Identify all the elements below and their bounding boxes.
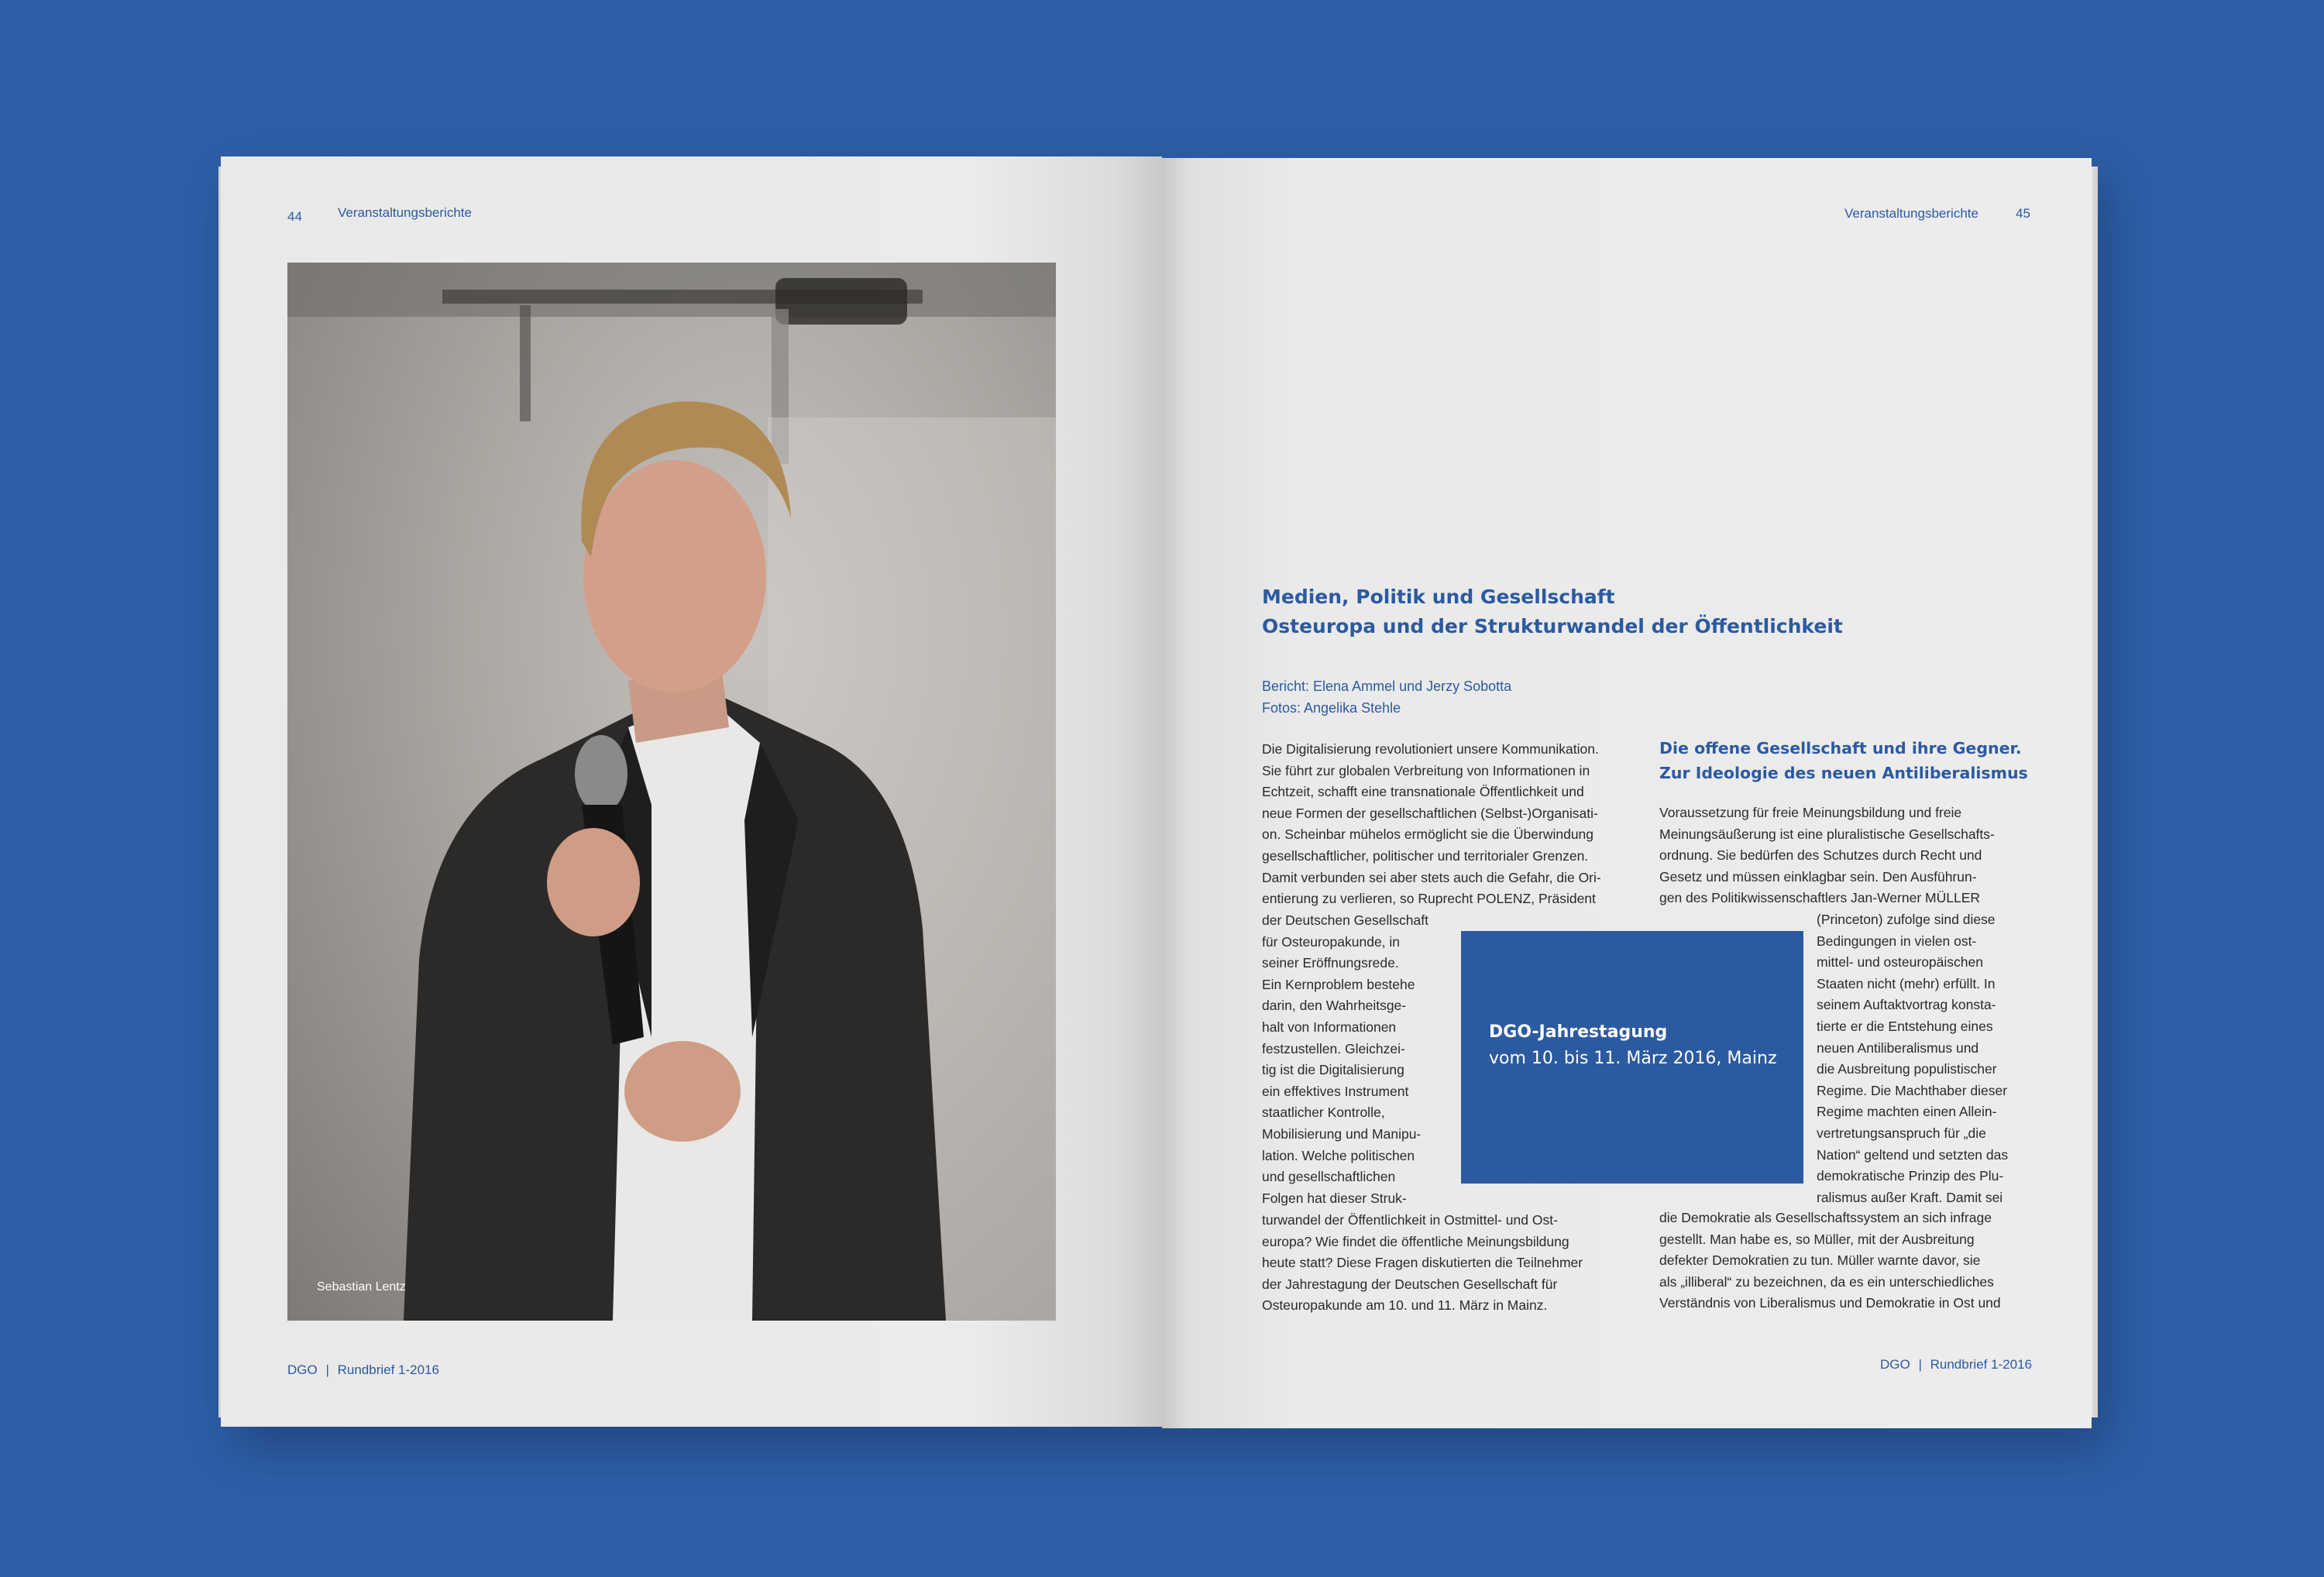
left-footer-issue: Rundbrief 1-2016 <box>337 1362 439 1377</box>
text-line: Osteuropakunde am 10. und 11. März in Mainz. <box>1262 1297 1548 1314</box>
column2-narrow <box>1817 909 2008 1208</box>
right-footer-separator: | <box>1918 1357 1922 1372</box>
text-line: gesellschaftlicher, politischer und territorialer Grenzen. <box>1262 847 1589 864</box>
text-line: Regime machten einen Allein- <box>1817 1104 1997 1120</box>
text-line: die Demokratie als Gesellschaftssystem an sich infrage <box>1659 1210 1992 1225</box>
event-date: vom 10. bis 11. März 2016, Mainz <box>1489 1049 1777 1068</box>
left-section-header: Veranstaltungsberichte <box>338 205 472 220</box>
text-line: Echtzeit, schafft eine transnationale Öffentlichkeit und <box>1262 784 1584 800</box>
text-line: on. Scheinbar mühelos ermöglicht sie die Überwindung <box>1262 826 1594 843</box>
speaker-illustration <box>287 263 1056 1321</box>
text-line: für Osteuropakunde, in <box>1262 933 1401 950</box>
text-line: vertretungsanspruch für „die <box>1817 1125 1986 1141</box>
text-line: der Deutschen Gesellschaft <box>1262 912 1428 928</box>
text-line: tig ist die Digitalisierung <box>1262 1062 1404 1078</box>
text-line: gen des Politikwissenschaftlers Jan-Werner MÜLLER <box>1659 890 1981 906</box>
right-footer-org: DGO <box>1880 1357 1910 1372</box>
speaker-photo <box>287 263 1056 1321</box>
article-byline <box>1262 675 1511 719</box>
column2-top <box>1659 802 1995 909</box>
text-line: tierte er die Entstehung eines <box>1817 1018 1993 1034</box>
section-subhead <box>1659 736 2028 785</box>
left-page-number: 44 <box>287 209 302 224</box>
text-line: neuen Antiliberalismus und <box>1817 1039 1979 1056</box>
text-line: Ein Kernproblem bestehe <box>1262 976 1415 992</box>
event-info-text <box>1489 1019 1777 1072</box>
right-section-header: Veranstaltungsberichte <box>1844 206 1978 221</box>
text-line: Verständnis von Liberalismus und Demokratie in Ost und <box>1659 1295 2001 1311</box>
text-line: gestellt. Man habe es, so Müller, mit der Ausbreitung <box>1659 1231 1975 1247</box>
text-line: seiner Eröffnungsrede. <box>1262 955 1399 971</box>
text-line: die Ausbreitung populistischer <box>1817 1061 1997 1077</box>
byline-photos: Fotos: Angelika Stehle <box>1262 700 1401 716</box>
column2-bottom <box>1659 1208 2001 1314</box>
text-line: Sie führt zur globalen Verbreitung von Informationen in <box>1262 762 1590 778</box>
text-line: Staaten nicht (mehr) erfüllt. In <box>1817 975 1996 991</box>
text-line: Damit verbunden sei aber stets auch die Gefahr, die Ori- <box>1262 869 1601 885</box>
text-line: ein effektives Instrument <box>1262 1083 1409 1099</box>
text-line: Voraussetzung für freie Meinungsbildung und freie <box>1659 805 1962 820</box>
text-line: heute statt? Diese Fragen diskutierten die Teilnehmer <box>1262 1255 1583 1271</box>
text-line: und gesellschaftlichen <box>1262 1169 1396 1185</box>
event-title: DGO-Jahrestagung <box>1489 1022 1668 1042</box>
byline-report: Bericht: Elena Ammel und Jerzy Sobotta <box>1262 679 1512 694</box>
text-line: als „illiberal“ zu bezeichnen, da es ein unterschiedliches <box>1659 1273 1994 1290</box>
column1-bottom <box>1262 1210 1583 1317</box>
article-title <box>1262 582 1843 641</box>
text-line: Folgen hat dieser Struk- <box>1262 1190 1407 1206</box>
article-title-line1: Medien, Politik und Gesellschaft <box>1262 586 1615 608</box>
text-line: defekter Demokratien zu tun. Müller warnte davor, sie <box>1659 1252 1981 1269</box>
text-line: Mobilisierung und Manipu- <box>1262 1125 1422 1142</box>
text-line: Gesetz und müssen einklagbar sein. Den Ausführun- <box>1659 868 1977 885</box>
text-line: der Jahrestagung der Deutschen Gesellschaft für <box>1262 1276 1558 1292</box>
text-line: Regime. Die Machthaber dieser <box>1817 1082 2008 1098</box>
text-line: darin, den Wahrheitsge- <box>1262 998 1407 1014</box>
text-line: ordnung. Sie bedürfen des Schutzes durch Recht und <box>1659 847 1982 864</box>
article-title-line2: Osteuropa und der Strukturwandel der Öffentlichkeit <box>1262 615 1843 637</box>
right-footer-issue: Rundbrief 1-2016 <box>1930 1357 2032 1372</box>
text-line: Nation“ geltend und setzten das <box>1817 1146 2009 1163</box>
column1-top <box>1262 739 1601 910</box>
text-line: europa? Wie findet die öffentliche Meinungsbildung <box>1262 1233 1569 1249</box>
text-line: (Princeton) zufolge sind diese <box>1817 912 1996 927</box>
text-line: seinem Auftaktvortrag konsta- <box>1817 997 1996 1013</box>
left-footer-separator: | <box>325 1362 329 1377</box>
text-line: entierung zu verlieren, so Ruprecht POLENZ, Präsident <box>1262 891 1596 907</box>
text-line: demokratische Prinzip des Plu- <box>1817 1168 2004 1184</box>
column1-narrow <box>1262 910 1428 1209</box>
text-line: Die Digitalisierung revolutioniert unsere Kommunikation. <box>1262 741 1599 757</box>
text-line: festzustellen. Gleichzei- <box>1262 1040 1405 1056</box>
text-line: staatlicher Kontrolle, <box>1262 1105 1385 1121</box>
right-footer <box>1880 1357 2032 1373</box>
event-info-box <box>1461 931 1803 1184</box>
text-line: mittel- und osteuropäischen <box>1817 954 1983 971</box>
text-line: neue Formen der gesellschaftlichen (Selbst-)Organisati- <box>1262 805 1598 821</box>
subhead-line1: Die offene Gesellschaft und ihre Gegner. <box>1659 739 2022 758</box>
left-footer <box>287 1362 439 1378</box>
photo-caption: Sebastian Lentz <box>317 1280 406 1294</box>
text-line: Bedingungen in vielen ost- <box>1817 933 1977 949</box>
subhead-line2: Zur Ideologie des neuen Antiliberalismus <box>1659 764 2028 782</box>
left-footer-org: DGO <box>287 1362 318 1377</box>
text-line: halt von Informationen <box>1262 1019 1397 1035</box>
right-page-number: 45 <box>2016 206 2030 221</box>
text-line: lation. Welche politischen <box>1262 1147 1415 1163</box>
text-line: Meinungsäußerung ist eine pluralistische Gesellschafts- <box>1659 826 1995 842</box>
text-line: ralismus außer Kraft. Damit sei <box>1817 1189 2003 1205</box>
text-line: turwandel der Öffentlichkeit in Ostmittel- und Ost- <box>1262 1212 1558 1228</box>
